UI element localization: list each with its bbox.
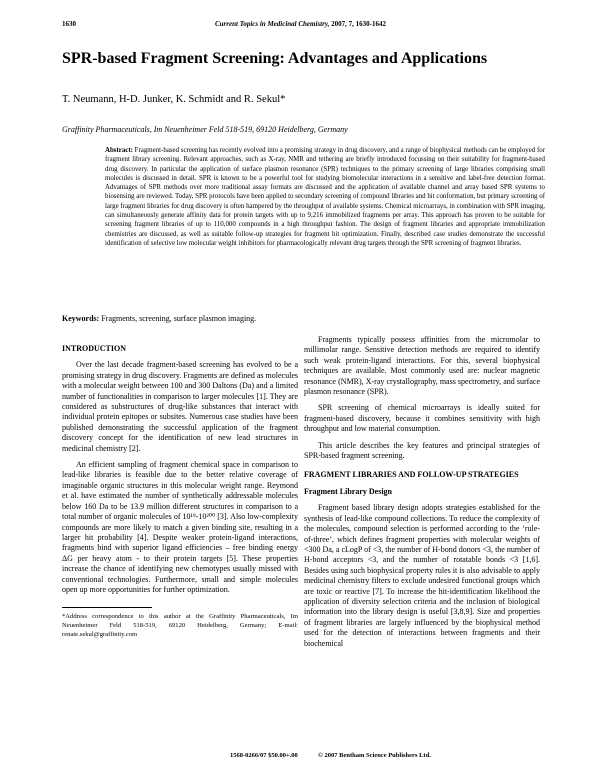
intro-paragraph-2: An efficient sampling of fragment chemical space in comparison to lead-like libraries is feasible due to the better relative coverage of imaginable organic structures in this molecular weight range. Reymond et al. have estimated the number of synthetically addressable molecules below 160 Da to be 13.9 million different structures in comparison to a total number of organic molecules of 10¹⁹-10²⁰⁰ [3]. Also low-complexity compounds are more likely to match a given binding site, resulting in a larger hit probability [4]. Despite weaker protein-ligand interactions, fragments bind with superior ligand efficiencies – free binding energy ΔG per heavy atom - to their protein targets [5]. These properties increase the chance of identifying new chemotypes usually missed with conventional technologies. Furthermore, small and simple molecules open up more opportunities for further optimization. xyxy=(62,460,298,594)
right-paragraph-2: SPR screening of chemical microarrays is ideally suited for fragment-based discovery, because it combines sensitivity with high throughput and low material consumption. xyxy=(304,403,540,434)
abstract xyxy=(105,146,545,248)
abstract-text: Fragment-based screening has recently evolved into a promising strategy in drug discovery, and a range of biophysical methods can be employed for fragment library screening. Relevant approaches, such as X-ray, NMR and tethering are briefly introduced focussing on their suitability for fragment-based drug discovery. In particular the application of surface plasmon resonance (SPR) techniques to the primary screening of large libraries comprising small molecules is discussed in detail. SPR is known to be a powerful tool for studying biomolecular interactions in a sensitive and label-free detection format. Advantages of SPR methods over more traditional assay formats are discussed and the application of available channel and array based SPR systems to biosensing are reviewed. Today, SPR protocols have been applied to secondary screening of compound libraries and hit conformation, but primary screening of large fragment libraries for drug discovery is often hampered by the throughput of available systems. Chemical microarrays, in combination with SPR imaging, can simultaneously generate affinity data for protein targets with up to 9,216 immobilized fragments per array. This approach has proven to be suitable for screening fragment libraries of up to 110,000 compounds in a high throughput fashion. The design of fragment libraries and appropriate immobilization chemistries are discussed, as well as suitable follow-up strategies for fragment hit optimization. Finally, described case studies demonstrate the successful identification of selective low molecular weight inhibitors for pharmacologically relevant drug targets through the SPR screening of fragment libraries. xyxy=(105,147,546,247)
journal-citation xyxy=(215,20,386,28)
right-paragraph-4: Fragment based library design adopts strategies established for the synthesis of lead-like compound collections. To reduce the complexity of the molecules, compound selection is performed according to the ‘rule-of-three’, which defines fragment properties with molecular weights of <300 Da, a cLogP of <3, the number of H-bond donors <3, the number of H-bond acceptors <3, and the number of rotatable bonds <3 [1,6]. Besides using such biophysical property rules it is also advisable to apply medicinal chemistry filters to exclude undesired functional groups which are toxic or reactive [7]. To increase the hit-identification likelihood the application of diversity selection criteria and the inclusion of biological information into the library design is useful [3,8,9]. Size and properties of fragment libraries are largely influenced by the biophysical method used for the detection of interactions between fragments and their biochemical xyxy=(304,503,540,648)
right-column xyxy=(304,335,540,655)
issn-price-code: 1568-0266/07 $50.00+.00 xyxy=(230,752,298,759)
article-title: SPR-based Fragment Screening: Advantages and Applications xyxy=(62,50,488,67)
keywords-label: Keywords: xyxy=(62,314,100,323)
author-list: T. Neumann, H-D. Junker, K. Schmidt and R. Sekul* xyxy=(62,94,286,105)
journal-name: Current Topics in Medicinal Chemistry, xyxy=(215,20,330,28)
intro-paragraph-1: Over the last decade fragment-based screening has evolved to be a promising strategy in drug discovery. Fragments are defined as molecules with a molecular weight between 100 and 300 Daltons (Da) and a limited number of functionalities in comparison to larger molecules [1]. They are considered as substructures of drug-like substances that interact with individual protein epitopes or subsites. Numerous case studies have been published demonstrating the successful application of the fragment discovery concept for the identification of new lead structures in medicinal chemistry [2]. xyxy=(62,360,298,453)
left-column xyxy=(62,335,298,639)
footnote-divider xyxy=(62,607,152,608)
right-paragraph-3: This article describes the key features and principal strategies of SPR-based fragment screening. xyxy=(304,440,540,461)
keywords xyxy=(62,314,542,323)
copyright-notice: © 2007 Bentham Science Publishers Ltd. xyxy=(318,752,431,759)
fragment-libraries-heading: FRAGMENT LIBRARIES AND FOLLOW-UP STRATEGIES xyxy=(304,470,519,480)
correspondence-footnote: *Address correspondence to this author at the Graffinity Pharmaceuticals, Im Neuenheimer Feld 518-519, 69120 Heidelberg, Germany; E-mail: renate.sekul@graffinity.com xyxy=(62,613,298,638)
page-number: 1630 xyxy=(62,20,76,28)
right-paragraph-1: Fragments typically possess affinities from the micromolar to millimolar range. Sensitive detection methods are required to identify such weak protein-ligand interactions. For this, several biophysical techniques are available. Most commonly used are: nuclear magnetic resonance (NMR), X-ray crystallography, mass spectrometry, and surface plasmon resonance (SPR). xyxy=(304,335,540,397)
keywords-text: Fragments, screening, surface plasmon imaging. xyxy=(101,314,257,323)
volume-pages: 2007, 7, 1630-1642 xyxy=(331,20,387,28)
library-design-heading: Fragment Library Design xyxy=(304,486,392,496)
introduction-heading: INTRODUCTION xyxy=(62,344,127,353)
affiliation: Graffinity Pharmaceuticals, Im Neuenheimer Feld 518-519, 69120 Heidelberg, Germany xyxy=(62,125,348,134)
abstract-label: Abstract: xyxy=(105,147,133,154)
